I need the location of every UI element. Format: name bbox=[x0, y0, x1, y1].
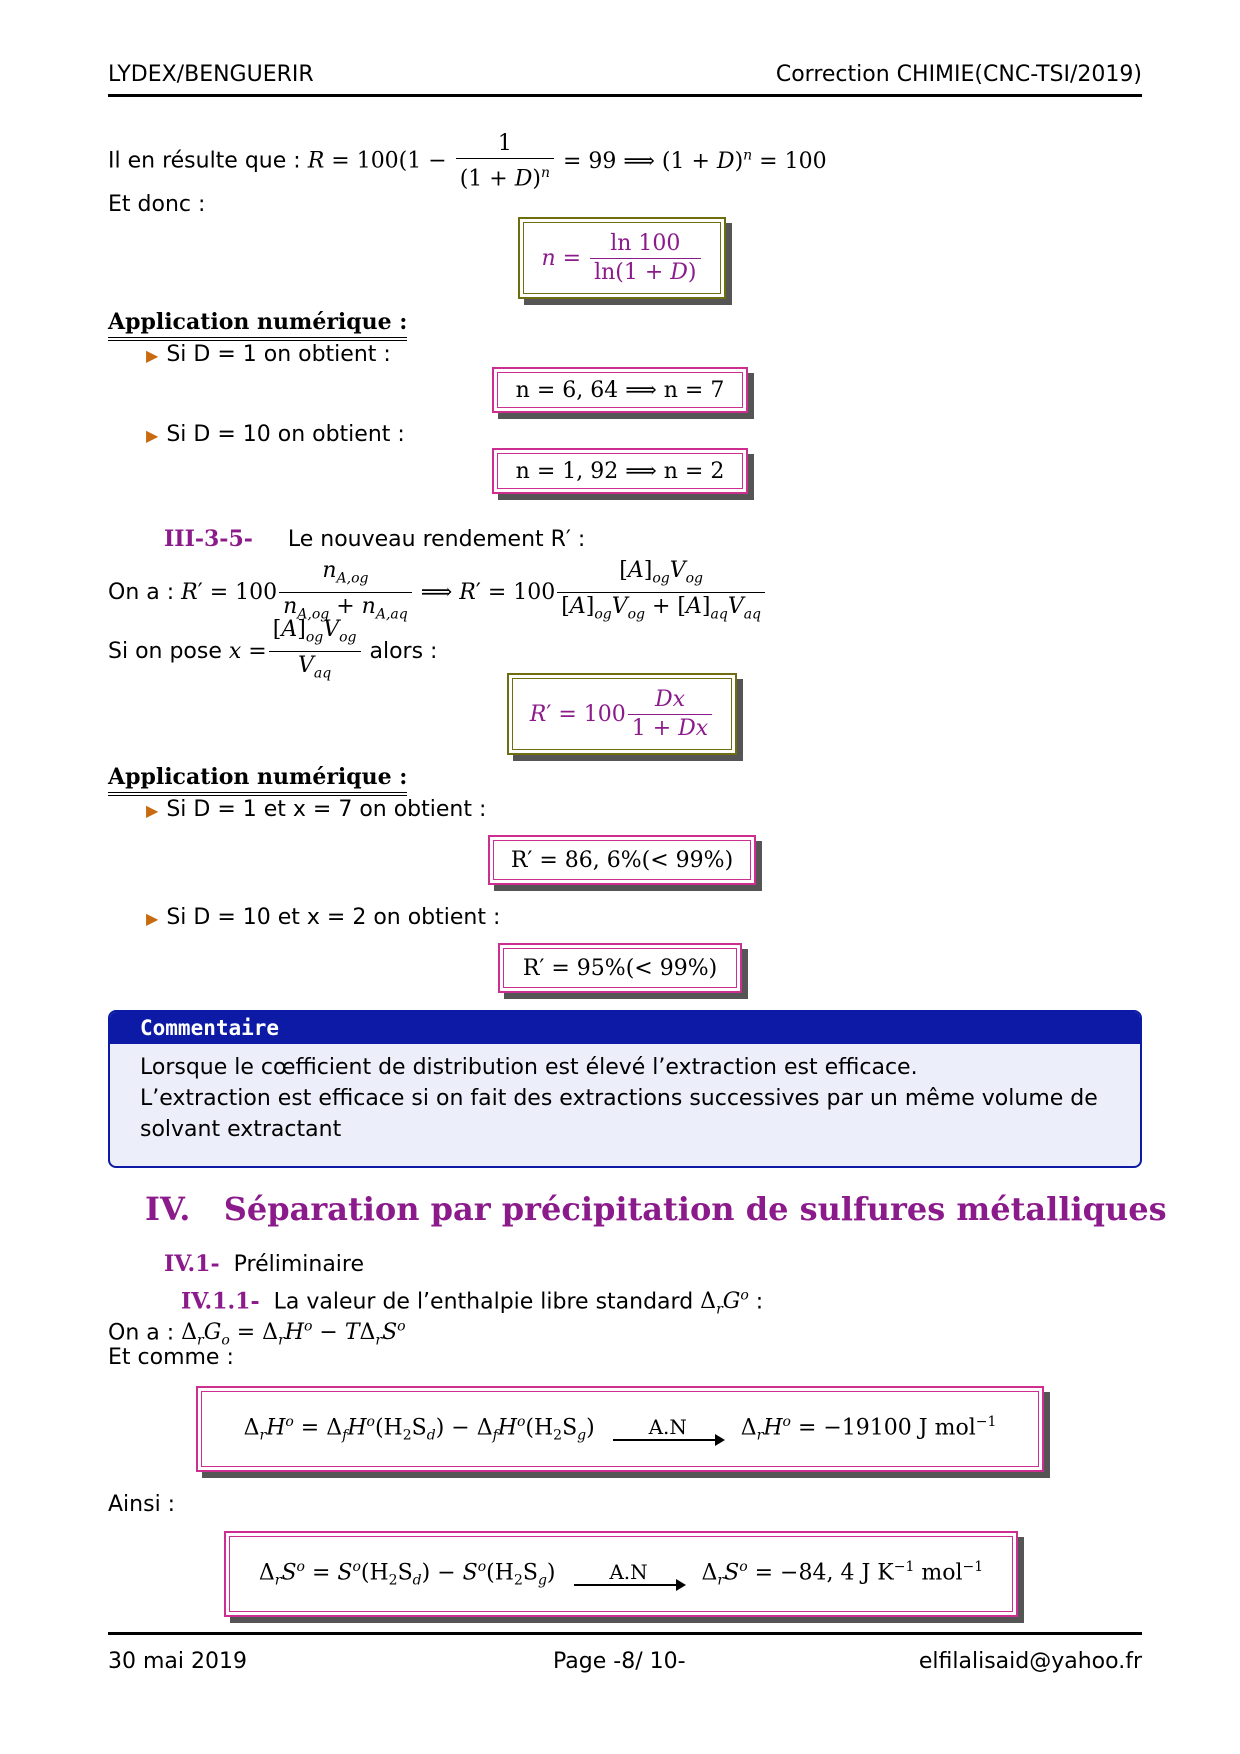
delta-h-box bbox=[196, 1386, 1044, 1472]
app1-result1: n = 6, 64 ⟹ n = 7 bbox=[515, 377, 725, 403]
comment-line-2: L’extraction est efficace si on fait des extractions successives par un même volume de bbox=[140, 1086, 1098, 1111]
triangle-bullet-icon: ▶ bbox=[146, 909, 159, 928]
app2-result1-box bbox=[488, 835, 756, 885]
comment-line-1: Lorsque le cœfficient de distribution est élevé l’extraction est efficace. bbox=[140, 1055, 918, 1080]
formula-r-prime-box: R ′ = 100 $\frac{Dx}{1 + Dx}$ bbox=[507, 673, 737, 755]
et-comme: Et comme : bbox=[108, 1345, 234, 1370]
app2-result2-box bbox=[498, 943, 742, 993]
delta-s-box bbox=[224, 1531, 1018, 1617]
ainsi: Ainsi : bbox=[108, 1492, 176, 1517]
et-donc: Et donc : bbox=[108, 192, 206, 217]
result-equation: Il en résulte que : R = 100(1 − $\frac{1}{(1 + D)^n}$ = 99 ⟹ $(1 + D)^n = 100$ bbox=[108, 131, 827, 192]
app2-case1: ▶ Si D = 1 et x = 7 on obtient : bbox=[146, 797, 487, 822]
comment-line-3: solvant extractant bbox=[140, 1117, 342, 1142]
triangle-bullet-icon: ▶ bbox=[146, 346, 159, 365]
app-heading-1: Application numérique : bbox=[108, 308, 407, 341]
app-heading-2: Application numérique : bbox=[108, 763, 407, 796]
header-right: Correction CHIMIE(CNC-TSI/2019) bbox=[775, 62, 1142, 87]
formula-n-box: n = $\frac{\ln 100}{\ln(1 + D)}$ bbox=[518, 217, 726, 299]
app2-result2: R′ = 95%(< 99%) bbox=[522, 955, 718, 981]
result-prefix: Il en résulte que : bbox=[108, 148, 301, 174]
delta-h-equation: $\Delta_rH^o = \Delta_fH^o(H_2S_d) - \Delta_fH^o(H_2S_g)$ A.N $\Delta_rH^o = -19100$ J mol$^{-1}$ bbox=[243, 1414, 997, 1444]
footer-page: Page -8/ 10- bbox=[553, 1649, 686, 1674]
subsubsection-iv11: IV.1.1- La valeur de l’enthalpie libre standard $\Delta_rG^o$ : bbox=[181, 1288, 764, 1318]
r-prime-equation: On a : R′ = 100 $\frac{n_{A,og}}{n_{A,og} + n_{A,aq}}$ ⟹ R′ = 100 $\frac{[A]_{og}V_{og}}{[A]_{og}V_{og} + [A]_{aq}V_{aq}}$ bbox=[108, 557, 767, 629]
comment-title: Commentaire bbox=[110, 1012, 1140, 1044]
app2-result1: R′ = 86, 6%(< 99%) bbox=[510, 847, 734, 873]
page-footer bbox=[108, 1632, 1142, 1675]
delta-g-relation: On a : $\Delta_rG_o = \Delta_rH^o - T\Delta_rS^o$ bbox=[108, 1319, 406, 1349]
footer-email[interactable]: elfilalisaid@yahoo.fr bbox=[918, 1649, 1142, 1674]
subsection-iv1: IV.1- Préliminaire bbox=[164, 1251, 365, 1277]
arrow-an: A.N bbox=[574, 1562, 684, 1586]
triangle-bullet-icon: ▶ bbox=[146, 426, 159, 445]
app2-case2: ▶ Si D = 10 et x = 2 on obtient : bbox=[146, 905, 501, 930]
app1-result2: n = 1, 92 ⟹ n = 2 bbox=[515, 458, 725, 484]
app1-case1: ▶ Si D = 1 on obtient : bbox=[146, 342, 391, 367]
section-335-heading: III-3-5- Le nouveau rendement R′ : bbox=[164, 526, 586, 552]
triangle-bullet-icon: ▶ bbox=[146, 801, 159, 820]
app1-result2-box bbox=[492, 448, 748, 494]
delta-s-equation: $\Delta_rS^o = S^o(H_2S_d) - S^o(H_2S_g)$ A.N $\Delta_rS^o = -84$, 4 J $K^{-1}$ mol$^{-1}$ bbox=[258, 1559, 984, 1589]
x-definition: Si on pose x = $\frac{[A]_{og}V_{og}}{V_{aq}}$ alors : bbox=[108, 617, 438, 682]
app1-result1-box bbox=[492, 367, 748, 413]
section-iv-title: IV. Séparation par précipitation de sulfures métalliques bbox=[145, 1190, 1167, 1228]
comment-body bbox=[110, 1044, 1140, 1153]
header-left: LYDEX/BENGUERIR bbox=[108, 62, 314, 87]
footer-date: 30 mai 2019 bbox=[108, 1649, 247, 1674]
arrow-an: A.N bbox=[613, 1417, 723, 1441]
comment-box bbox=[108, 1010, 1142, 1168]
page-header bbox=[108, 60, 1142, 97]
app1-case2: ▶ Si D = 10 on obtient : bbox=[146, 422, 405, 447]
